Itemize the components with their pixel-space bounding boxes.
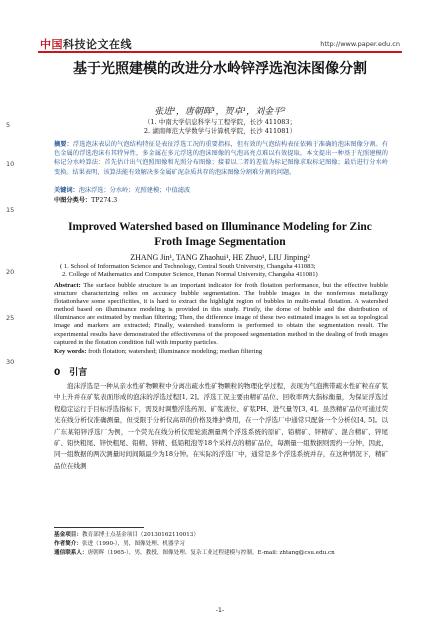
footnote-text: 张进（1990-），男，图像处理、机器学习 bbox=[81, 540, 185, 547]
abstract-en-label: Abstract: bbox=[54, 282, 81, 289]
site-logo[interactable] bbox=[40, 36, 132, 52]
line-number: 10 bbox=[6, 160, 15, 168]
line-number: 30 bbox=[6, 358, 15, 366]
logo-text-red: 中国 bbox=[40, 38, 63, 51]
clc-label: 中图分类号： bbox=[54, 197, 92, 204]
page-number: -1- bbox=[215, 606, 225, 614]
abstract-zh bbox=[54, 140, 388, 177]
logo-text-dark: 科技论文在线 bbox=[63, 38, 132, 51]
affiliations-zh bbox=[60, 118, 380, 136]
footnote-label: 作者简介： bbox=[54, 540, 82, 547]
keywords-en-text: froth flotation; watershed; illuminance modeling; median filtering bbox=[88, 348, 263, 355]
line-numbers bbox=[0, 0, 18, 620]
line-number: 20 bbox=[6, 268, 15, 276]
body-paragraph: 泡沫浮选是一种从亲水性矿物颗粒中分离出疏水性矿物颗粒的物理化学过程，表现为气泡携带疏水性矿粒在矿浆中上升并在矿浆表面形成的泡沫的浮选过程[1, 2]。浮选工况主要由精矿品位、回收率两大指标衡量，为保证浮选过程稳定运行于目标浮选指标下，需及时调整浮选药剂、矿浆液位、矿浆PH、进气量等[3, 4]。虽然精矿品位可通过荧光在线分析仪准确测量，但受限于分析仪高昂的价格及维护费用，在一个浮选厂中通常只配备一个分析仪[4, 5]。以广东某铅锌浮选厂为例，一个荧光在线分析仪需轮流测量两个浮选系统的原矿、铅精矿、锌精矿、混合精矿、锌尾矿、铅快粗尾、锌快粗尾、铅精、锌精、低铅粗泡等18个采样点的精矿品位，每测量一组数据则需约一分钟，因此，同一组数据的两次测量时间间隔最少为18分钟。在实际的浮选厂中，通常是多个浮选系统并存，在这种情况下，精矿品位在线测 bbox=[54, 382, 388, 470]
abstract-en-text: The surface bubble structure is an important indicator for froth flotation performance, but the effective bubble structure characterizing relies on accuracy bubble segmentation. The bubble images in the nonferrous metallurgy flotationhave some specificities, it is hard to extract the highlight region of bubbles in multi-metal flotation. A watershed method based on illuminance modeling is provided in this study. Firstly, the dome of bubble and the distribution of illuminance are estimated by median filtering; Then, the difference image of these two estimated images is set as topological image and markers are extracted; Finally, watershed transform is performed to obtain the segmentation result. The experimental results have demonstrated the effectiveness of the proposed segmentation method in the dealing of froth images captured in the flotation condition full with impurity particles. bbox=[54, 282, 389, 346]
footnotes bbox=[54, 531, 388, 557]
affiliations-en bbox=[60, 263, 386, 279]
affiliation-line: （1. 中南大学信息科学与工程学院，长沙 411083； bbox=[143, 118, 297, 126]
affiliation-line: ( 1. School of Information Science and Technology, Central South University, Changsha 411083; bbox=[60, 263, 316, 270]
abstract-zh-label: 摘要： bbox=[54, 141, 73, 148]
page-header bbox=[0, 0, 440, 52]
classification-number bbox=[54, 196, 388, 205]
footnote-author bbox=[54, 540, 388, 549]
abstract-zh-text: 浮选泡沫表层的气泡结构特征是表征浮选工况的重要指标，但有效的气泡结构表征依赖于准确的泡沫图像分割。有色金属的浮选泡沫有其特异性，多金属在多元浮选的泡沫图像的气泡高亮点难以有效提取。本文提出一种基于光照建模的标记分水岭算法：首先估计出气泡照图像和光照分布图像；接着以二者的差值为标记图像求取标记图像；最后进行分水岭变换。结果表明，该算法能有效解决多金属矿泥杂质共存的泡沫图像分割难分割的问题。 bbox=[54, 141, 389, 176]
paper-title-zh: 基于光照建模的改进分水岭锌浮选泡沫图像分割 bbox=[73, 61, 367, 77]
footnote-label: 基金项目： bbox=[54, 532, 82, 538]
line-number: 15 bbox=[6, 206, 15, 214]
authors-zh: 张进¹，唐朝晖¹，贺卓¹，刘金平² bbox=[154, 107, 286, 117]
footnote-label: 通信联系人： bbox=[54, 549, 88, 556]
clc-text: TP274.3 bbox=[91, 197, 118, 204]
paper-title-en: Improved Watershed based on Illuminance Modeling for Zinc Froth Image Segmentation bbox=[68, 221, 372, 248]
authors-en: ZHANG Jin¹, TANG Zhaohui¹, HE Zhuo¹, LIU Jinping² bbox=[130, 253, 310, 262]
footnote-funding bbox=[54, 531, 388, 540]
footnote-text: 教育部博士点基金项目（20130162110013） bbox=[81, 532, 199, 538]
affiliation-line: 2. College of Mathematics and Computer Science, Hunan Normal University, Changsha 411081) bbox=[62, 271, 318, 279]
keywords-zh bbox=[54, 186, 388, 195]
footnote-divider bbox=[54, 527, 144, 528]
affiliation-line: 2. 湖南师范大学数学与计算机学院，长沙 411081） bbox=[143, 127, 297, 135]
line-number: 5 bbox=[6, 121, 11, 129]
keywords-en-label: Key words: bbox=[54, 348, 87, 355]
keywords-zh-label: 关键词： bbox=[54, 187, 79, 194]
line-number: 25 bbox=[6, 314, 15, 322]
section-heading: 0 引言 bbox=[54, 368, 88, 378]
keywords-zh-text: 泡沫浮选；分水岭；光照建模；中值滤波 bbox=[78, 187, 191, 194]
footnote-text: 唐朝晖（1965-），男，教授，图像处理、复杂工业过程建模与控制。E-mail: zhtang@csu.edu.cn bbox=[87, 549, 335, 556]
header-divider bbox=[38, 51, 402, 53]
footnote-contact bbox=[54, 549, 388, 558]
site-url-link[interactable]: http://www.paper.edu.cn bbox=[320, 40, 400, 48]
abstract-en bbox=[54, 282, 388, 347]
keywords-en bbox=[54, 348, 388, 356]
